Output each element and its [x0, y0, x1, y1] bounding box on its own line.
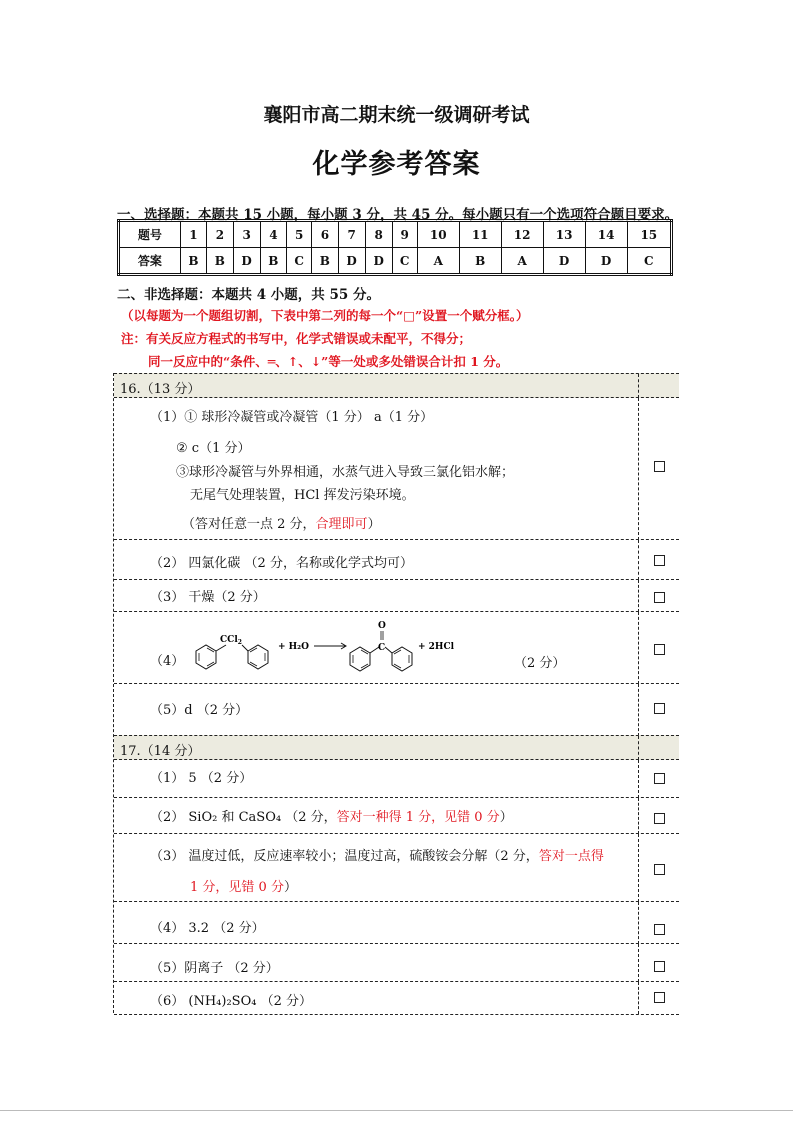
q16-part1-row [114, 397, 679, 540]
score-box[interactable] [654, 592, 665, 603]
question-number-cell: 11 [459, 221, 501, 248]
answer-cell: D [365, 248, 392, 275]
q16-p2: （2） 四氯化碳 （2 分，名称或化学式均可） [150, 556, 413, 571]
q16-header-row [114, 373, 679, 398]
q17-part6-row [114, 981, 679, 1015]
q16-p1-line2: ② c（1 分） [176, 441, 251, 456]
note-2: 注：有关反应方程式的书写中，化学式错误或未配平，不得分； [121, 331, 472, 346]
q17-part2-row [114, 797, 679, 834]
question-number-cell: 3 [233, 221, 260, 248]
question-number-cell: 13 [543, 221, 585, 248]
q16-part2-row [114, 539, 679, 580]
answer-cell: D [338, 248, 365, 275]
q17-part1-row [114, 759, 679, 798]
question-number-cell: 6 [312, 221, 338, 248]
q17-p6: （6） (NH₄)₂SO₄ （2 分） [150, 994, 312, 1009]
score-box[interactable] [654, 992, 665, 1003]
q17-p3-rule2: 1 分，见错 0 分 [190, 880, 284, 895]
q17-p3-close: ） [283, 880, 297, 895]
answer-cell: B [459, 248, 501, 275]
score-box[interactable] [654, 773, 665, 784]
question-number-cell: 8 [365, 221, 392, 248]
note-3: 同一反应中的“条件、═、↑、↓”等一处或多处错误合计扣 1 分。 [148, 354, 509, 369]
answer-cell: A [501, 248, 543, 275]
q16-p1-reasonable: 合理即可 [315, 517, 368, 532]
q16-p3: （3） 干燥（2 分） [150, 590, 266, 605]
score-box[interactable] [654, 461, 665, 472]
answer-cell: B [312, 248, 338, 275]
q17-p2 [150, 806, 513, 825]
q17-p2-answer: （2） SiO₂ 和 CaSO₄ （2 分， [150, 810, 337, 825]
question-number-cell: 1 [180, 221, 206, 248]
q17-p2-rule: 答对一种得 1 分，见错 0 分 [336, 810, 500, 825]
q16-p1-line5 [182, 513, 381, 532]
q16-part4-row [114, 611, 679, 684]
section-1-heading: 一、选择题：本题共 15 小题，每小题 3 分，共 45 分。每小题只有一个选项符合题目要求。 [117, 207, 679, 223]
score-box[interactable] [654, 864, 665, 875]
question-number-cell: 9 [392, 221, 417, 248]
question-number-cell: 5 [287, 221, 312, 248]
q17-header-row [114, 735, 679, 760]
q17-part5-row [114, 943, 679, 982]
q17-p1: （1） 5 （2 分） [150, 771, 253, 786]
q16-part3-row [114, 579, 679, 612]
answer-cell: B [260, 248, 286, 275]
carbonyl-c: C [378, 643, 386, 653]
q16-p1-line1: （1）① 球形冷凝管或冷凝管（1 分） a（1 分） [150, 410, 434, 425]
answer-cell: B [207, 248, 233, 275]
q17-p5: （5）阴离子 （2 分） [150, 961, 279, 976]
question-number-cell: 4 [260, 221, 286, 248]
answer-cell: B [180, 248, 206, 275]
q17-p4: （4） 3.2 （2 分） [150, 921, 265, 936]
table-header-answer: 答案 [119, 248, 181, 275]
water-label: + H₂O [278, 642, 309, 652]
q16-p4-score: （2 分） [514, 656, 566, 671]
section-2-heading: 二、非选择题：本题共 4 小题，共 55 分。 [117, 287, 380, 303]
question-number-cell: 10 [417, 221, 459, 248]
answer-title: 化学参考答案 [312, 149, 481, 180]
score-box[interactable] [654, 961, 665, 972]
q16-part5-row [114, 683, 679, 736]
q16-p1-close: ） [367, 517, 381, 532]
score-box[interactable] [654, 703, 665, 714]
question-number-cell: 14 [585, 221, 627, 248]
question-number-cell: 15 [627, 221, 671, 248]
q16-p1-line3: ③球形冷凝管与外界相通，水蒸气进入导致三氯化铝水解； [176, 465, 515, 480]
score-box[interactable] [654, 924, 665, 935]
q17-part4-row [114, 901, 679, 944]
reaction-equation [186, 616, 486, 676]
answer-cell: D [543, 248, 585, 275]
answer-cell: C [392, 248, 417, 275]
note-1: （以每题为一个题组切割，下表中第二列的每一个“□”设置一个赋分框。） [121, 308, 529, 323]
scoring-grid [113, 373, 679, 1013]
q17-p3-line1 [150, 845, 604, 864]
answer-cell: D [585, 248, 627, 275]
exam-title: 襄阳市高二期末统一级调研考试 [263, 104, 530, 126]
q16-p1-score-note: （答对任意一点 2 分， [182, 517, 316, 532]
q17-p3-answer: （3） 温度过低，反应速率较小；温度过高，硫酸铵会分解（2 分， [150, 849, 539, 864]
answer-cell: D [233, 248, 260, 275]
q17-part3-row [114, 833, 679, 902]
q17-header: 17.（14 分） [120, 744, 201, 759]
page-bottom-rule [0, 1110, 793, 1111]
answer-cell: C [287, 248, 312, 275]
q17-p3-line2 [190, 876, 297, 895]
score-box[interactable] [654, 555, 665, 566]
score-box[interactable] [654, 813, 665, 824]
answer-cell: C [627, 248, 671, 275]
score-box[interactable] [654, 644, 665, 655]
q16-p4-label: （4） [150, 654, 185, 669]
answer-cell: A [417, 248, 459, 275]
question-number-cell: 7 [338, 221, 365, 248]
q17-p3-rule1: 答对一点得 [538, 849, 604, 864]
ccl2-label: CCl$_2$ [220, 635, 242, 646]
carbonyl-o: O [378, 621, 386, 631]
answer-table [117, 219, 673, 276]
q16-p1-line4: 无尾气处理装置，HCl 挥发污染环境。 [190, 488, 415, 503]
q17-p2-close: ） [499, 810, 513, 825]
hcl-label: + 2HCl [418, 642, 455, 652]
q16-p5: （5）d （2 分） [150, 703, 249, 718]
question-number-cell: 12 [501, 221, 543, 248]
q16-header: 16.（13 分） [120, 382, 201, 397]
question-number-cell: 2 [207, 221, 233, 248]
table-header-number: 题号 [119, 221, 181, 248]
